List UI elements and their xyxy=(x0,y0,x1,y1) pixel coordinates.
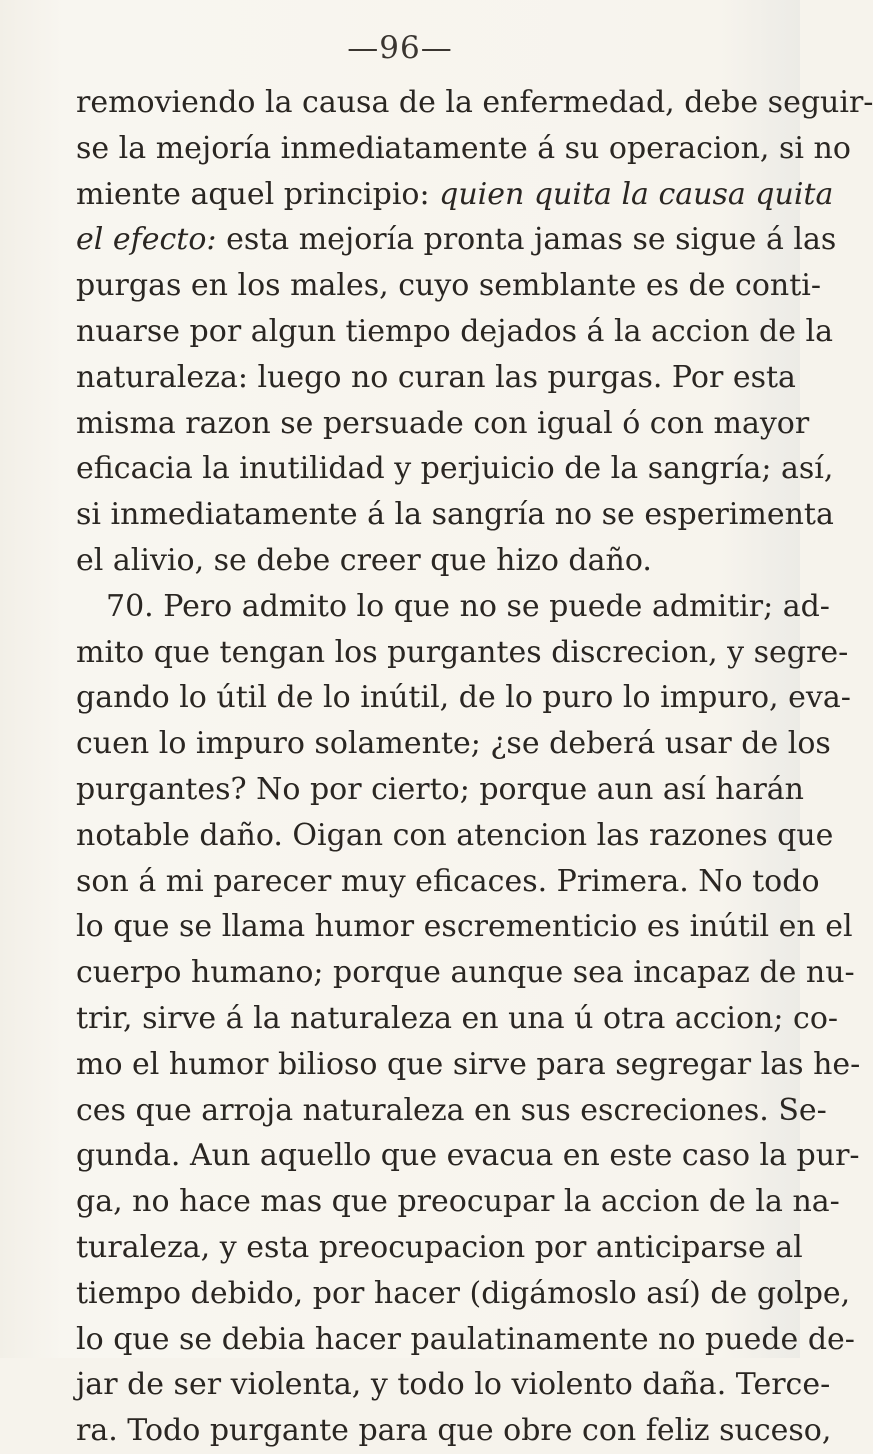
text-line-5: purgas en los males, cuyo semblante es de conti- xyxy=(76,268,822,304)
text-line-3-italic: quien quita la causa quita xyxy=(439,176,834,212)
text-line-3-roman: miente aquel principio: xyxy=(76,176,440,212)
text-line-21: trir, sirve á la naturaleza en una ú otra accion; co- xyxy=(76,1000,839,1036)
text-line-11: el alivio, se debe creer que hizo daño. xyxy=(76,542,652,578)
text-line-15: cuen lo impuro solamente; ¿se deberá usar de los xyxy=(76,726,831,762)
text-line-17: notable daño. Oigan con atencion las razones que xyxy=(76,817,834,853)
text-line-12: 70. Pero admito lo que no se puede admitir; ad- xyxy=(106,588,830,624)
text-line-25: ga, no hace mas que preocupar la accion de la na- xyxy=(76,1184,840,1220)
text-line-6: nuarse por algun tiempo dejados á la accion de la xyxy=(76,313,833,349)
text-line-18: son á mi parecer muy eficaces. Primera. No todo xyxy=(76,863,820,899)
text-line-7: naturaleza: luego no curan las purgas. Por esta xyxy=(76,359,796,395)
text-line-28: lo que se debia hacer paulatinamente no puede de- xyxy=(76,1321,855,1357)
text-line-19: lo que se llama humor escrementicio es inútil en el xyxy=(76,909,853,945)
text-line-3 xyxy=(76,172,834,218)
text-line-30: ra. Todo purgante para que obre con feliz suceso, xyxy=(76,1413,832,1449)
page-number: —96— xyxy=(347,30,453,66)
text-line-14: gando lo útil de lo inútil, de lo puro lo impuro, eva- xyxy=(76,680,851,716)
text-line-2: se la mejoría inmediatamente á su operacion, si no xyxy=(76,130,851,166)
text-line-4-italic: el efecto: xyxy=(76,222,217,258)
text-line-22: mo el humor bilioso que sirve para segregar las he- xyxy=(76,1046,861,1082)
text-line-9: eficacia la inutilidad y perjuicio de la sangría; así, xyxy=(76,451,834,487)
text-line-27: tiempo debido, por hacer (digámoslo así) de golpe, xyxy=(76,1275,851,1311)
text-line-4-roman: esta mejoría pronta jamas se sigue á las xyxy=(216,222,837,258)
text-line-1: removiendo la causa de la enfermedad, debe seguir- xyxy=(76,85,873,120)
text-line-24: gunda. Aun aquello que evacua en este caso la pur- xyxy=(76,1138,860,1174)
body-text xyxy=(76,80,873,1454)
text-line-10: si inmediatamente á la sangría no se esperimenta xyxy=(76,497,834,533)
text-line-4 xyxy=(76,217,837,263)
text-line-23: ces que arroja naturaleza en sus escreciones. Se- xyxy=(76,1092,827,1128)
text-line-29: jar de ser violenta, y todo lo violento daña. Terce- xyxy=(76,1367,831,1403)
text-line-20: cuerpo humano; porque aunque sea incapaz de nu- xyxy=(76,955,855,991)
text-line-8: misma razon se persuade con igual ó con mayor xyxy=(76,405,810,441)
text-line-13: mito que tengan los purgantes discrecion, y segre- xyxy=(76,634,849,670)
text-line-16: purgantes? No por cierto; porque aun así harán xyxy=(76,771,804,807)
text-line-26: turaleza, y esta preocupacion por anticiparse al xyxy=(76,1229,803,1265)
